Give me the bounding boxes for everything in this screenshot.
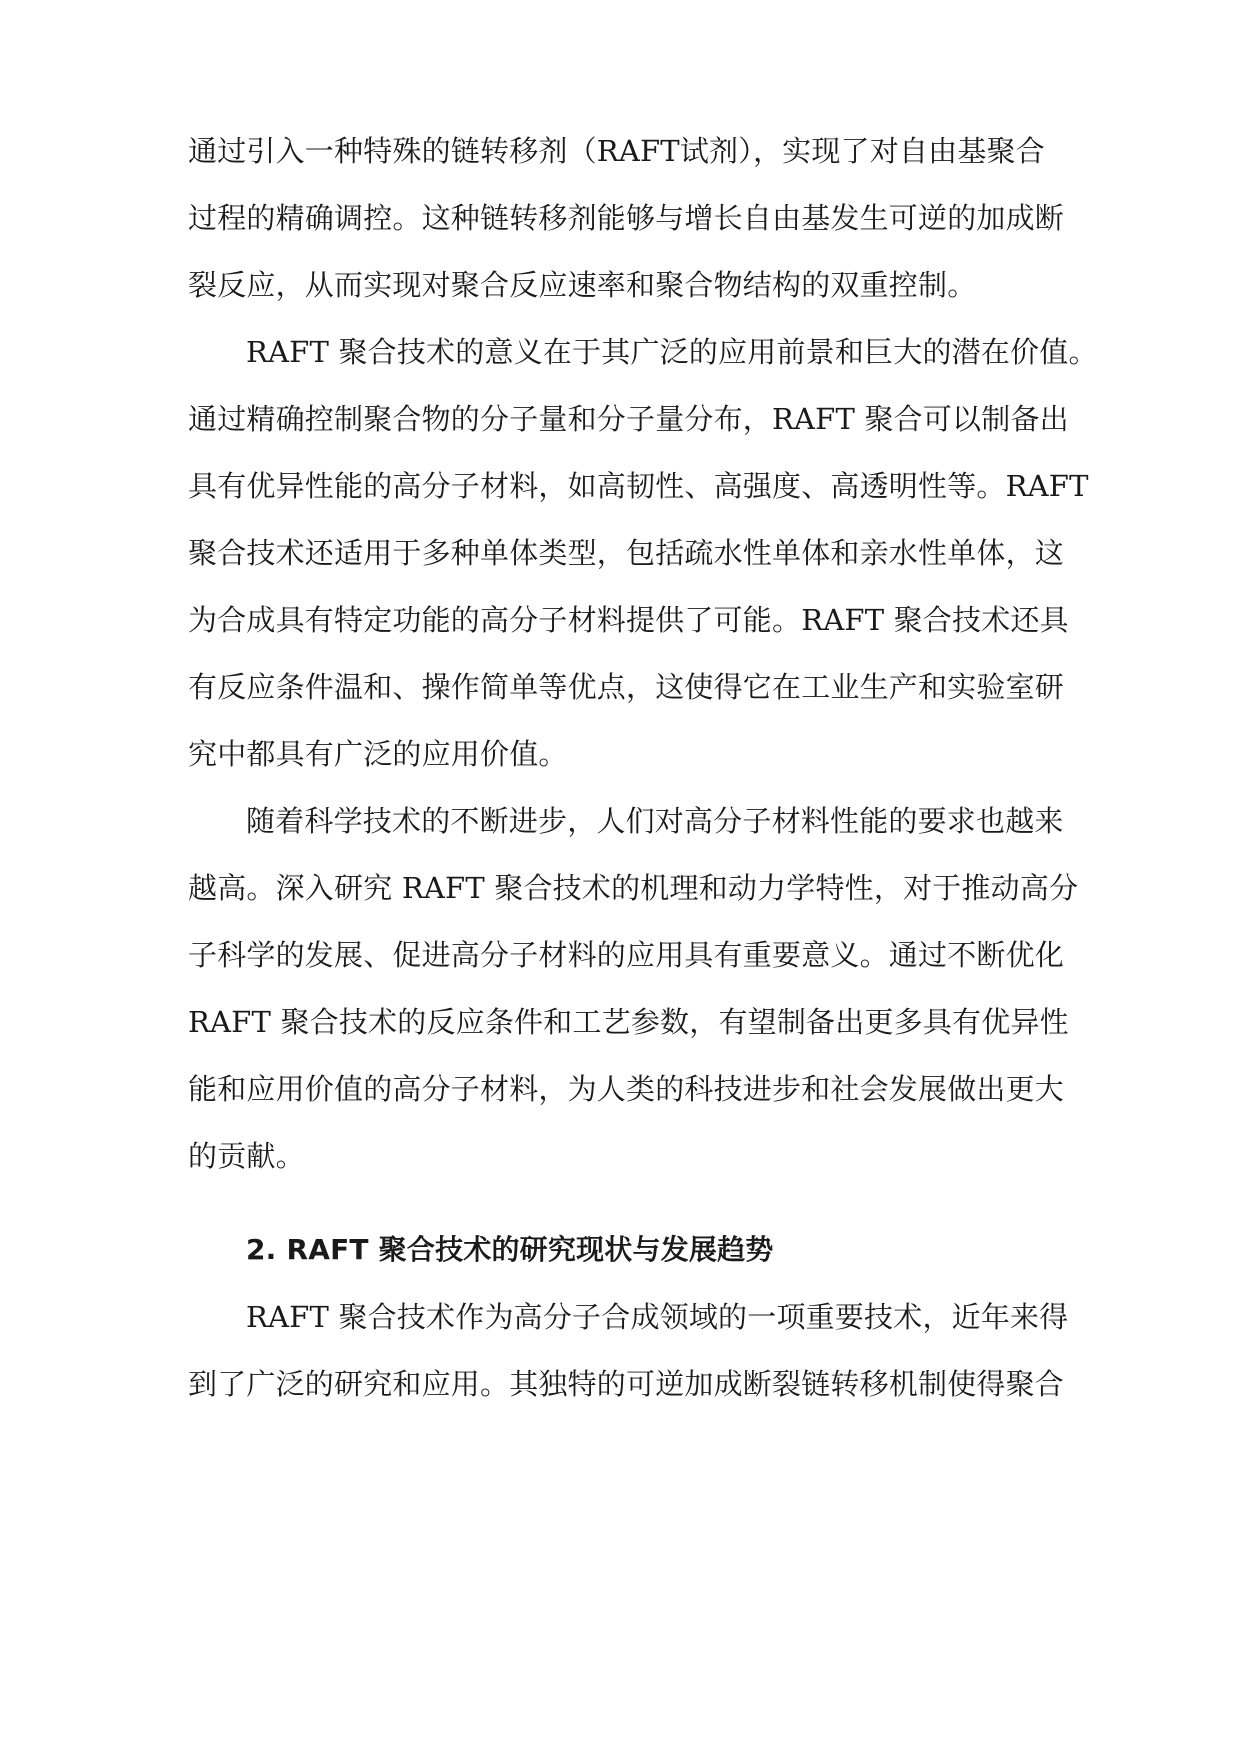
paragraph-2-line-5: 为合成具有特定功能的高分子材料提供了可能。RAFT 聚合技术还具 [188,603,1069,637]
paragraph-1-line-2: 过程的精确调控。这种链转移剂能够与增长自由基发生可逆的加成断 [188,201,1065,235]
paragraph-2-line-2: 通过精确控制聚合物的分子量和分子量分布，RAFT 聚合可以制备出 [188,402,1069,436]
paragraph-1-line-1: 通过引入一种特殊的链转移剂（RAFT试剂），实现了对自由基聚合 [188,134,1045,168]
section-heading: 2. RAFT 聚合技术的研究现状与发展趋势 [246,1233,774,1266]
paragraph-4-line-2: 到了广泛的研究和应用。其独特的可逆加成断裂链转移机制使得聚合 [188,1367,1065,1401]
paragraph-3-line-3: 子科学的发展、促进高分子材料的应用具有重要意义。通过不断优化 [188,938,1065,972]
paragraph-3-line-6: 的贡献。 [188,1139,305,1173]
paragraph-2-line-7: 究中都具有广泛的应用价值。 [188,737,568,771]
paragraph-3-line-5: 能和应用价值的高分子材料，为人类的科技进步和社会发展做出更大 [188,1072,1065,1106]
paragraph-2-line-1: RAFT 聚合技术的意义在于其广泛的应用前景和巨大的潜在价值。 [246,335,1098,369]
paragraph-3-line-2: 越高。深入研究 RAFT 聚合技术的机理和动力学特性，对于推动高分 [188,871,1079,905]
paragraph-2-line-3: 具有优异性能的高分子材料，如高韧性、高强度、高透明性等。RAFT [188,469,1089,503]
paragraph-1-line-3: 裂反应，从而实现对聚合反应速率和聚合物结构的双重控制。 [188,268,977,302]
paragraph-2-line-6: 有反应条件温和、操作简单等优点，这使得它在工业生产和实验室研 [188,670,1065,704]
paragraph-4-line-1: RAFT 聚合技术作为高分子合成领域的一项重要技术，近年来得 [246,1300,1069,1334]
paragraph-3-line-1: 随着科学技术的不断进步，人们对高分子材料性能的要求也越来 [246,804,1064,838]
paragraph-2-line-4: 聚合技术还适用于多种单体类型，包括疏水性单体和亲水性单体，这 [188,536,1065,570]
paragraph-3-line-4: RAFT 聚合技术的反应条件和工艺参数，有望制备出更多具有优异性 [188,1005,1069,1039]
